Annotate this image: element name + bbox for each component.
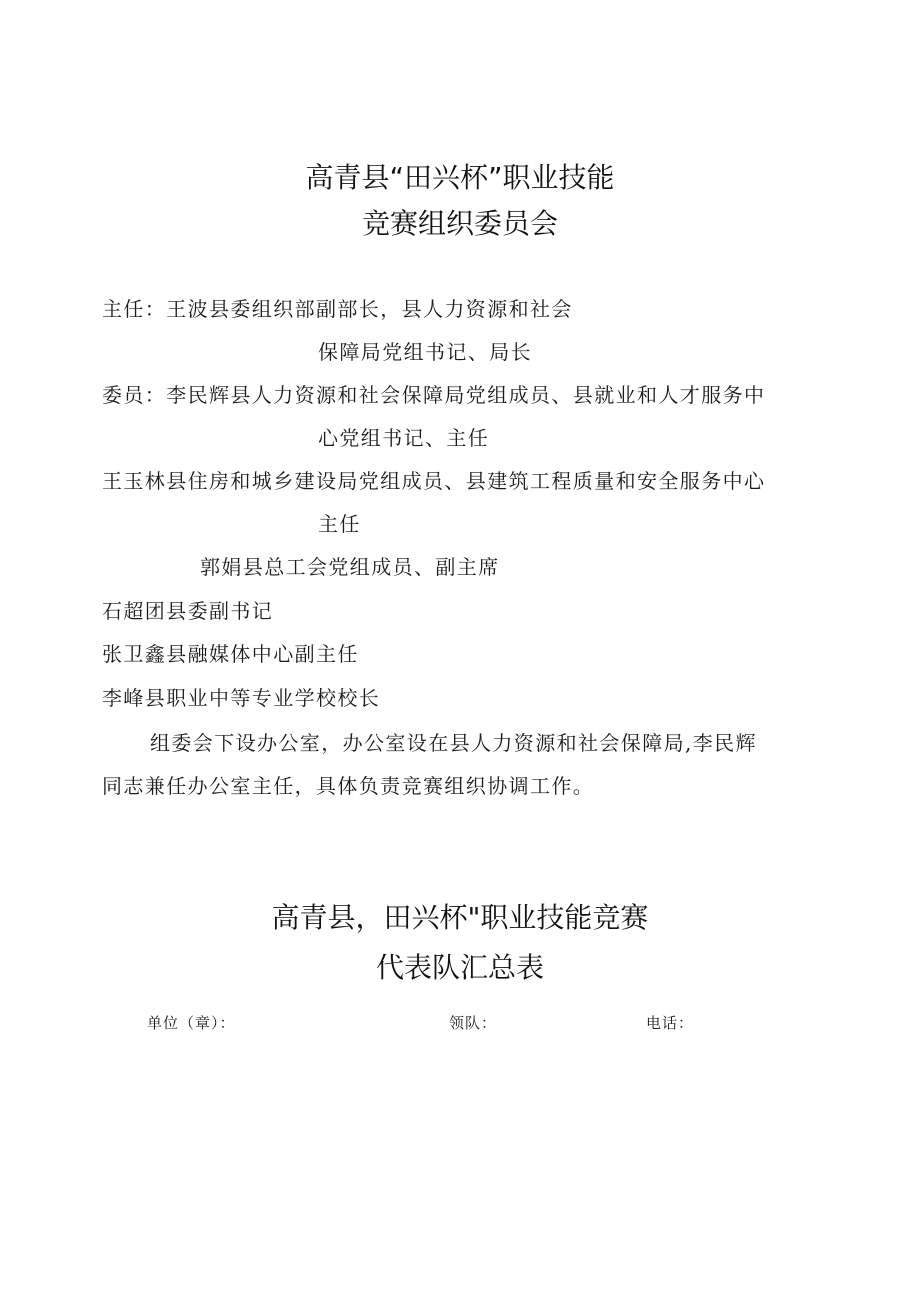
summary-title-line2: 代表队汇总表 <box>375 951 544 984</box>
director-line2: 保障局党组书记、局长 <box>318 340 532 364</box>
office-paragraph-line1: 组委会下设办公室，办公室设在县人力资源和社会保障局,李民辉 <box>150 731 757 755</box>
member-shi: 石超团县委副书记 <box>102 599 274 623</box>
unit-label: 单位（章）： <box>147 1014 236 1032</box>
member-wang-line2: 主任 <box>318 512 361 536</box>
member-lee-line1: 委员：李民辉县人力资源和社会保障局党组成员、县就业和人才服务中 <box>102 383 766 407</box>
phone-label: 电话： <box>646 1014 695 1032</box>
member-guo: 郭娟县总工会党组成员、副主席 <box>200 555 500 579</box>
director-line1: 主任：王波县委组织部副部长，县人力资源和社会 <box>102 297 573 321</box>
office-paragraph-line2: 同志兼任办公室主任，具体负责竞赛组织协调工作。 <box>102 774 595 798</box>
member-zhang: 张卫鑫县融媒体中心副主任 <box>102 642 359 666</box>
leader-label: 领队： <box>449 1014 498 1032</box>
member-lee-line2: 心党组书记、主任 <box>318 426 490 450</box>
member-wang-line1: 王玉林县住房和城乡建设局党组成员、县建筑工程质量和安全服务中心 <box>102 469 766 493</box>
member-li-feng: 李峰县职业中等专业学校校长 <box>102 686 381 710</box>
summary-title-line1: 高青县，田兴杯"职业技能竞赛 <box>271 901 649 934</box>
committee-title-line2: 竞赛组织委员会 <box>361 207 558 240</box>
committee-title-line1: 高青县“田兴杯”职业技能 <box>305 161 615 194</box>
